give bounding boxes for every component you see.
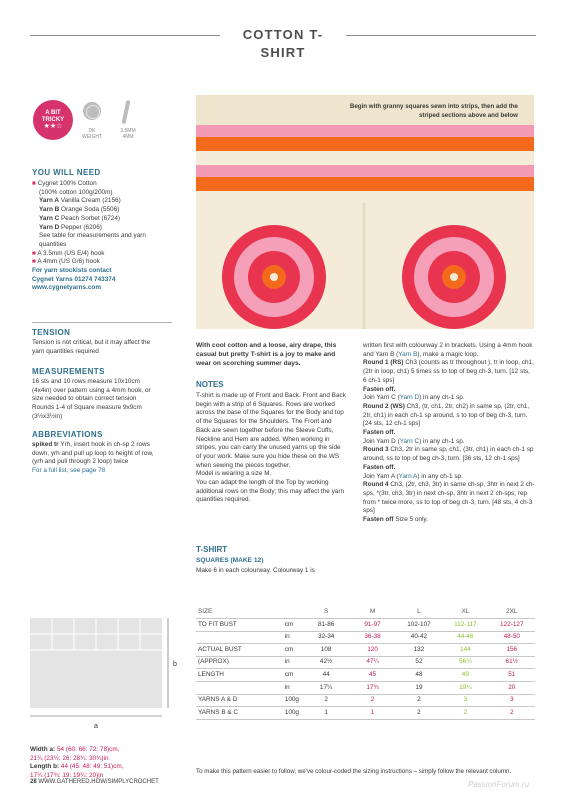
yarn-item: Yarn D Pepper (6206) xyxy=(39,223,102,231)
tshirt-diagram xyxy=(30,618,180,736)
weight-line1: DK xyxy=(88,128,96,134)
stockists-url[interactable]: www.cygnetyarns.com xyxy=(32,284,102,292)
yarn-spec: (100% cotton 100g/200m) xyxy=(39,188,113,196)
weight-line2: WEIGHT xyxy=(82,134,102,140)
squares-heading: SQUARES (MAKE 12) xyxy=(196,557,264,564)
header-rule-left xyxy=(30,35,220,36)
dimensions: Width a: 54 (60: 66: 72: 78)cm, 21¼ (23½: 26: 28¼: 30¾)in Length b: 44 (45: 48: 49: 51)cm, 17¼ (17¾: 19: 19¼: 20)in xyxy=(30,746,124,780)
table-row: (APPROX) in 42½ 47¼ 52 56¾ 61½ xyxy=(196,656,535,669)
bullet-icon: ■ xyxy=(32,249,36,257)
granny-square-right xyxy=(402,225,506,329)
yarn-ball-icon xyxy=(83,102,101,120)
abbreviations-link[interactable]: For a full list, see page 78 xyxy=(32,467,106,475)
hook-2: A 4mm (US G/6) hook xyxy=(37,258,100,266)
table-note: See table for measurements and yarn quantities xyxy=(39,232,146,248)
diagram-label-a: a xyxy=(94,723,98,730)
footer-url[interactable]: WWW.GATHERED.HOW/SIMPLYCROCHET xyxy=(38,779,159,785)
hook-label xyxy=(108,128,148,140)
bullet-icon: ■ xyxy=(32,258,36,266)
bullet-icon: ■ xyxy=(32,180,36,187)
badge-stars: ★★☆ xyxy=(43,123,63,131)
table-row: ACTUAL BUST cm 108 120 132 144 156 xyxy=(196,644,535,657)
hook-line2: 4MM xyxy=(122,134,134,140)
pattern-instructions: written first with colourway 2 in brackets. Using a 4mm hook and Yarn B (Yarn B), make a magic loop. Round 1 (RS) Ch3 (counts as tr throughout ), tr in loop, ch1, (2tr in loop, ch1) 5 times ss to top of beg ch-3, turn. [12 sts, 6 ch-1 sps] Fasten off. Join Yarn C (Yarn D) in any ch-1 sp. Round 2 (WS) Ch3, (tr, ch1, 2tr, ch2) in same sp, (2tr, ch1, 2tr, ch1) in each ch-1 sp around, s to top of beg ch-3, turn. [24 sts, 12 ch-1 sps] Fasten off. Join Yarn D (Yarn C) in any ch-1 sp. Round 3 Ch3, 2tr in same sp, ch1, (3tr, ch1) in each ch-1 sp around, ss to top of beg ch-3, turn. [36 sts, 12 ch-1 sps] Fasten off. Join Yarn A (Yarn A) in any ch-1 sp. Round 4 Ch3, (2tr, ch3, 3tr) in same ch-sp, 3htr in next 2 ch-sps, *(3tr, ch3, 3tr) in next ch-sp, 3htr in next 2 ch-sps; rep from * twice more, ss to top of beg ch-3, turn. [48 sts, 4 ch-3 sps] Fasten off Size 5 only. xyxy=(363,342,535,524)
tension-heading: TENSION xyxy=(32,328,71,337)
granny-square-left xyxy=(222,225,326,329)
badge-line1: A BIT xyxy=(45,110,61,116)
yarn-brand: Cygnet 100% Cotton xyxy=(37,180,97,187)
hook-1: A 3.5mm (US E/4) hook xyxy=(37,249,105,257)
table-row: TO FIT BUST cm 81-86 91-97 102-107 112-117 122-127 xyxy=(196,619,535,632)
diagram-label-b: b xyxy=(173,661,177,668)
size-table xyxy=(196,606,535,720)
project-photo xyxy=(196,95,534,329)
yarn-item: Yarn A Vanilla Cream (2156) xyxy=(39,197,121,205)
table-row: in 32-34 36-38 40-42 44-46 48-50 xyxy=(196,631,535,644)
granny-squares-illustration xyxy=(196,95,534,329)
size-table-note: To make this pattern easier to follow, we've colour-coded the sizing instructions – simply follow the relevant column. xyxy=(196,768,512,775)
size-table-header: SIZE S M L XL 2XL xyxy=(196,606,535,619)
notes-body: T-shirt is made up of Front and Back. Front and Back begin with a strip of 6 Squares. Rows are worked across the base of the Squares for the Body and top of the Squares for the Shoulders. The Front and Back are sewn together before the Sleeve Cuffs, Neckline and Hem are added. When working in stripes, you can carry the unused yarns up the side of your work. Make sure you hide these on the WS when sewing the pieces together. Model is wearing a size M. You can adapt the length of the Top by working additional rows on the Body; this may affect the yarn quantities required. xyxy=(196,392,346,504)
materials-list xyxy=(32,180,172,293)
you-will-need-heading: YOU WILL NEED xyxy=(32,168,101,177)
watermark: PassionForum.ru xyxy=(468,780,529,789)
difficulty-badge xyxy=(33,100,73,140)
page-title: COTTON T-SHIRT xyxy=(242,27,324,60)
abbreviations-heading: ABBREVIATIONS xyxy=(32,430,103,439)
stockists-line2: Cygnet Yarns 01274 743374 xyxy=(32,275,116,283)
photo-caption: Begin with granny squares sewn into strips, then add the striped sections above and below xyxy=(349,103,518,119)
divider xyxy=(32,322,172,323)
abbreviations-text: spiked tr Yrh, insert hook in ch-sp 2 rows down, yrh and pull up loop to height of row, (yrh and pull through 2 loop) twice For a full list, see page 78 xyxy=(32,441,157,476)
yarn-item: Yarn C Peach Sorbet (6724) xyxy=(39,214,121,222)
measurements-heading: MEASUREMENTS xyxy=(32,367,105,376)
table-row: LENGTH cm 44 45 48 49 51 xyxy=(196,669,535,682)
squares-text: Make 6 in each colourway. Colourway 1 is xyxy=(196,567,315,574)
notes-heading: NOTES xyxy=(196,380,224,389)
stockists-line1: For yarn stockists contact xyxy=(32,267,112,275)
header-rule-right xyxy=(346,35,536,36)
intro-text: With cool cotton and a loose, airy drape, this casual but pretty T-shirt is a joy to make and wear on scorching summer days. xyxy=(196,342,337,367)
tshirt-heading: T-SHIRT xyxy=(196,545,228,554)
measurements-text: 16 sts and 10 rows measure 10x10cm (4x4in) over pattern using a 4mm hook, or size needed to obtain correct tension Rounds 1-4 of Square measure 9x9cm (3½x3½in) xyxy=(32,378,151,420)
table-row: in 17¼ 17¾ 19 19¼ 20 xyxy=(196,682,535,695)
hook-line1: 3.5MM xyxy=(120,128,136,134)
table-row: YARNS A & D 100g 2 2 2 3 3 xyxy=(196,694,535,707)
page-number: 28 xyxy=(30,779,37,785)
yarn-item: Yarn B Orange Soda (5506) xyxy=(39,206,120,214)
table-row: YARNS B & C 100g 1 1 2 2 2 xyxy=(196,707,535,720)
weight-label xyxy=(72,128,112,140)
crochet-hook-icon xyxy=(122,100,131,124)
tension-text: Tension is not critical, but it may affect the yarn quantities required xyxy=(32,339,151,355)
badge-line2: TRICKY xyxy=(41,116,65,123)
page-footer xyxy=(30,778,159,786)
